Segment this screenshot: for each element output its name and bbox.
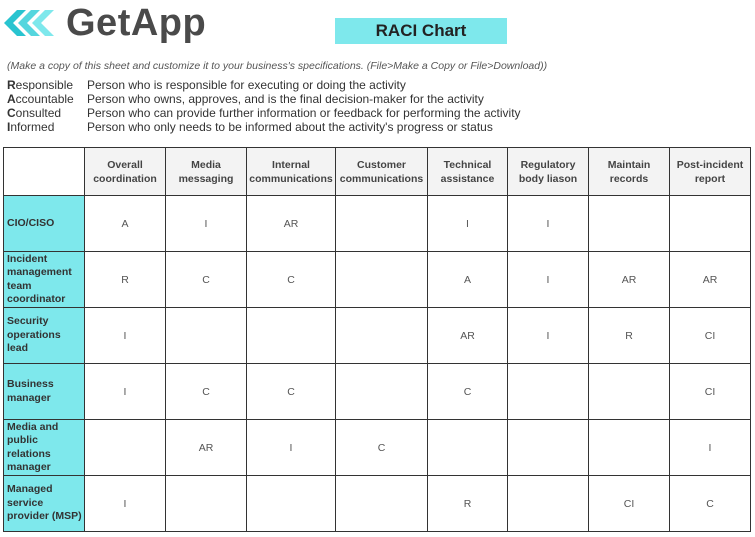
raci-cell[interactable]: I <box>166 196 247 252</box>
raci-cell[interactable]: I <box>508 196 589 252</box>
raci-cell[interactable]: C <box>247 364 336 420</box>
legend-term-rest: ccountable <box>15 92 74 106</box>
getapp-logo-icon <box>4 6 60 40</box>
raci-cell[interactable] <box>336 196 428 252</box>
raci-cell[interactable] <box>166 308 247 364</box>
role-cell: Media and public relations manager <box>4 420 85 476</box>
raci-cell[interactable]: CI <box>589 476 670 532</box>
raci-cell[interactable]: C <box>247 252 336 308</box>
legend-term <box>7 78 87 92</box>
role-cell: CIO/CISO <box>4 196 85 252</box>
legend-letter: A <box>7 92 16 106</box>
raci-cell[interactable] <box>670 196 751 252</box>
raci-cell[interactable] <box>589 420 670 476</box>
table-row <box>4 196 751 252</box>
raci-cell[interactable]: I <box>670 420 751 476</box>
raci-cell[interactable]: AR <box>670 252 751 308</box>
column-header: Customer communications <box>336 148 428 196</box>
raci-cell[interactable] <box>428 420 508 476</box>
role-cell: Security operations lead <box>4 308 85 364</box>
raci-cell[interactable] <box>85 420 166 476</box>
header-corner-cell <box>4 148 85 196</box>
raci-cell[interactable]: R <box>589 308 670 364</box>
raci-cell[interactable]: I <box>247 420 336 476</box>
raci-cell[interactable]: I <box>85 308 166 364</box>
column-header: Technical assistance <box>428 148 508 196</box>
legend-letter: R <box>7 78 16 92</box>
role-cell: Incident management team coordinator <box>4 252 85 308</box>
raci-cell[interactable]: AR <box>428 308 508 364</box>
table-row <box>4 476 751 532</box>
legend-description: Person who is responsible for executing or doing the activity <box>87 78 406 92</box>
raci-cell[interactable]: C <box>166 364 247 420</box>
column-header: Regulatory body liason <box>508 148 589 196</box>
raci-cell[interactable]: R <box>428 476 508 532</box>
raci-cell[interactable]: AR <box>589 252 670 308</box>
legend-row <box>7 120 521 134</box>
raci-cell[interactable]: R <box>85 252 166 308</box>
legend-description: Person who owns, approves, and is the final decision-maker for the activity <box>87 92 484 106</box>
raci-cell[interactable] <box>336 364 428 420</box>
raci-cell[interactable]: A <box>428 252 508 308</box>
raci-cell[interactable]: C <box>428 364 508 420</box>
column-header: Internal communications <box>247 148 336 196</box>
raci-cell[interactable] <box>336 308 428 364</box>
raci-cell[interactable]: I <box>508 308 589 364</box>
legend-term <box>7 120 87 134</box>
legend-term <box>7 106 87 120</box>
raci-cell[interactable] <box>508 476 589 532</box>
raci-cell[interactable]: I <box>85 476 166 532</box>
legend-term <box>7 92 87 106</box>
brand-name: GetApp <box>66 2 207 44</box>
raci-cell[interactable]: AR <box>247 196 336 252</box>
table-row <box>4 420 751 476</box>
raci-cell[interactable] <box>247 476 336 532</box>
instructions-text: (Make a copy of this sheet and customize it to your business's specifications. (File>Make a Copy or File>Download)) <box>7 60 548 72</box>
raci-cell[interactable] <box>336 476 428 532</box>
table-row <box>4 252 751 308</box>
legend-term-rest: onsulted <box>15 106 62 120</box>
raci-legend <box>7 78 521 134</box>
legend-row <box>7 92 521 106</box>
legend-letter: I <box>7 120 11 134</box>
role-cell: Managed service provider (MSP) <box>4 476 85 532</box>
table-row <box>4 364 751 420</box>
column-header: Overall coordination <box>85 148 166 196</box>
getapp-logo <box>4 2 206 44</box>
raci-cell[interactable] <box>166 476 247 532</box>
column-header: Maintain records <box>589 148 670 196</box>
raci-cell[interactable]: AR <box>166 420 247 476</box>
legend-term-rest: esponsible <box>15 78 74 92</box>
raci-cell[interactable]: C <box>166 252 247 308</box>
legend-description: Person who can provide further information or feedback for performing the activity <box>87 106 521 120</box>
raci-cell[interactable]: I <box>508 252 589 308</box>
legend-row <box>7 106 521 120</box>
raci-cell[interactable] <box>336 252 428 308</box>
raci-cell[interactable]: I <box>85 364 166 420</box>
legend-letter: C <box>7 106 16 120</box>
raci-cell[interactable] <box>508 364 589 420</box>
raci-cell[interactable]: I <box>428 196 508 252</box>
legend-term-rest: nformed <box>10 120 55 134</box>
table-row <box>4 308 751 364</box>
table-header-row <box>4 148 751 196</box>
column-header: Post-incident report <box>670 148 751 196</box>
column-header: Media messaging <box>166 148 247 196</box>
raci-cell[interactable]: CI <box>670 308 751 364</box>
legend-description: Person who only needs to be informed about the activity's progress or status <box>87 120 493 134</box>
raci-cell[interactable]: C <box>670 476 751 532</box>
raci-cell[interactable]: A <box>85 196 166 252</box>
raci-cell[interactable]: C <box>336 420 428 476</box>
raci-cell[interactable] <box>589 196 670 252</box>
role-cell: Business manager <box>4 364 85 420</box>
raci-cell[interactable] <box>247 308 336 364</box>
raci-cell[interactable] <box>508 420 589 476</box>
raci-cell[interactable]: CI <box>670 364 751 420</box>
chart-title: RACI Chart <box>335 18 507 44</box>
legend-row <box>7 78 521 92</box>
raci-table <box>3 147 751 532</box>
raci-cell[interactable] <box>589 364 670 420</box>
